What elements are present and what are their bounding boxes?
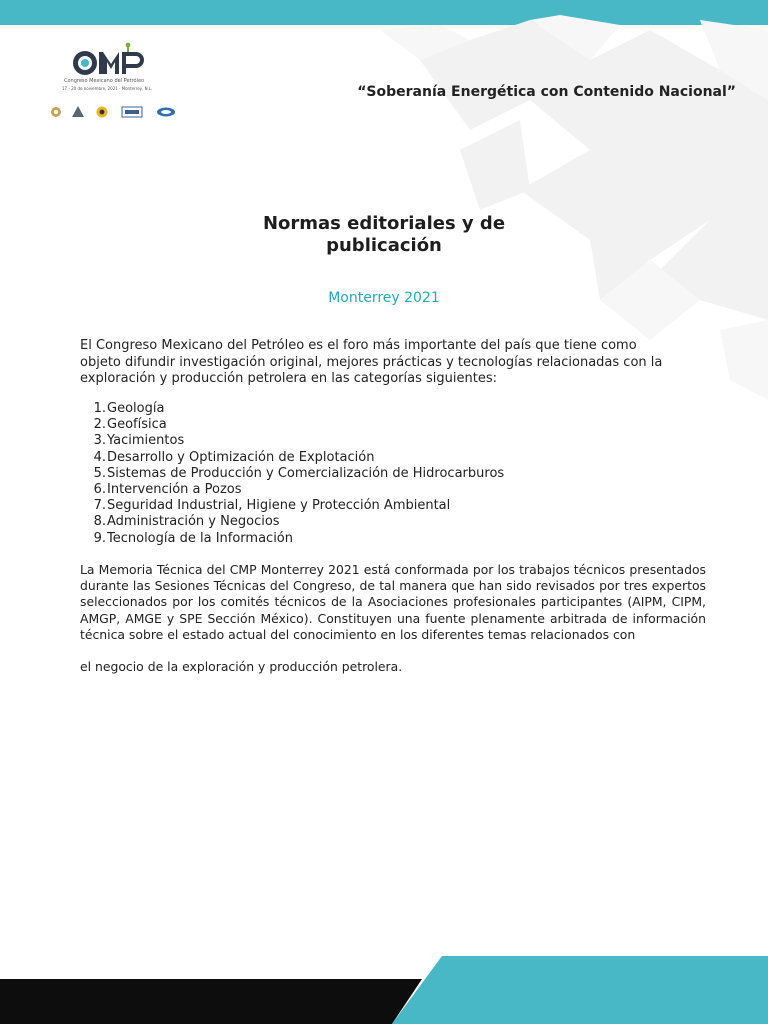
aipm-icon (51, 107, 61, 117)
list-item-label: Tecnología de la Información (107, 530, 293, 546)
title-line-2: publicación (326, 235, 442, 256)
list-item (80, 466, 700, 482)
partner-logos (51, 106, 175, 118)
list-item (80, 401, 700, 417)
cmp-logo (48, 42, 178, 122)
logo-date: 17 - 20 de noviembre, 2021 · Monterrey, N.L. (62, 86, 153, 91)
title-line-1: Normas editoriales y de (262, 213, 506, 234)
list-item-label: Geología (107, 401, 165, 416)
list-item-number: 6. (93, 482, 106, 498)
list-item (80, 433, 700, 449)
list-item-label: Yacimientos (107, 433, 185, 449)
list-item (80, 514, 700, 530)
cipm-icon (72, 106, 84, 117)
list-item (80, 498, 700, 514)
list-item-number: 7. (93, 498, 106, 514)
list-item-number: 3. (93, 433, 106, 449)
list-item-number: 8. (93, 514, 106, 530)
list-item-label: Intervención a Pozos (107, 482, 242, 498)
subtitle: Monterrey 2021 (328, 290, 440, 306)
list-item-number: 1. (93, 401, 106, 416)
list-item-label: Geofísica (107, 417, 167, 433)
list-item-number: 2. (93, 417, 106, 433)
memoria-paragraph-end: el negocio de la exploración y producción petrolera. (80, 659, 403, 674)
list-item-label: Desarrollo y Optimización de Explotación (107, 449, 375, 465)
list-item (80, 482, 700, 498)
logo-subtitle: Congreso Mexicano del Petróleo (64, 78, 145, 84)
amge-icon (122, 107, 142, 117)
footer-dark-band (0, 979, 422, 1024)
list-item-number: 5. (93, 465, 106, 481)
list-item (80, 417, 700, 433)
list-item (80, 531, 700, 547)
list-item-label: Administración y Negocios (107, 514, 280, 530)
list-item-label: Sistemas de Producción y Comercialización de Hidrocarburos (107, 465, 505, 481)
list-item-label: Seguridad Industrial, Higiene y Protección Ambiental (107, 498, 451, 514)
footer-accent-band (392, 956, 768, 1024)
list-item-number: 9. (93, 530, 106, 546)
tagline: “Soberanía Energética con Contenido Nacional” (357, 84, 736, 100)
memoria-paragraph: La Memoria Técnica del CMP Monterrey 2021 está conformada por los trabajos técnicos presentados durante las Sesiones Técnicas del Congreso, de tal manera que han sido revisados por tres expertos seleccionados por los comités técnicos de la Asociaciones profesionales participantes (AIPM, CIPM, AMGP, AMGE y SPE Sección México). Constituyen una fuente plenamente arbitrada de información técnica sobre el estado actual del conocimiento en los diferentes temas relacionados con (80, 562, 706, 642)
intro-paragraph: El Congreso Mexicano del Petróleo es el foro más importante del país que tiene como objeto difundir investigación original, mejores prácticas y tecnologías relacionadas con la exploración y producción petrolera en las categorías siguientes: (80, 338, 663, 386)
list-item-number: 4. (93, 449, 106, 465)
spe-icon (157, 108, 175, 117)
page-title (0, 213, 768, 257)
categories-list (80, 401, 700, 547)
list-item (80, 450, 700, 466)
footer-band (0, 954, 768, 1024)
amgp-icon (97, 107, 108, 118)
